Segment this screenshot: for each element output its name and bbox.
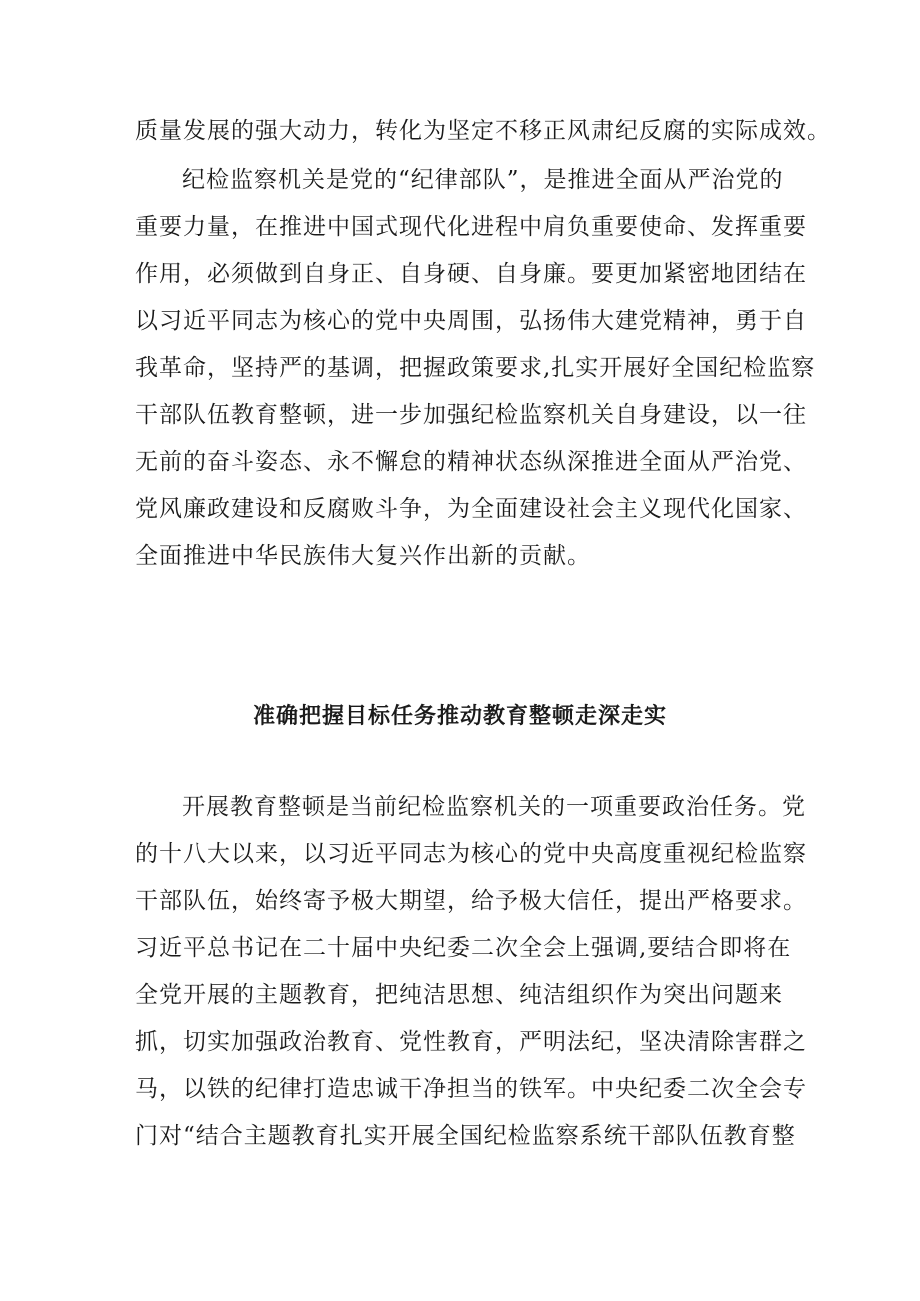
paragraph-line: 的十八大以来，以习近平同志为核心的党中央高度重视纪检监察: [135, 841, 807, 867]
paragraph-line: 干部队伍，始终寄予极大期望，给予极大信任，提出严格要求。: [135, 888, 807, 914]
paragraph-line: 质量发展的强大动力，转化为坚定不移正风肃纪反腐的实际成效。: [135, 118, 831, 144]
paragraph-line: 作用，必须做到自身正、自身硬、自身廉。要更加紧密地团结在: [135, 261, 807, 287]
paragraph-line: 党风廉政建设和反腐败斗争，为全面建设社会主义现代化国家、: [135, 496, 807, 522]
paragraph-line: 重要力量，在推进中国式现代化进程中肩负重要使命、发挥重要: [135, 214, 807, 240]
paragraph-line: 全面推进中华民族伟大复兴作出新的贡献。: [135, 543, 591, 569]
paragraph-line: 全党开展的主题教育，把纯洁思想、纯洁组织作为突出问题来: [135, 982, 783, 1008]
paragraph-line: 我革命，坚持严的基调，把握政策要求,扎实开展好全国纪检监察: [135, 355, 816, 381]
paragraph-line: 纪检监察机关是党的“纪律部队”，是推进全面从严治党的: [182, 167, 784, 193]
paragraph-line: 以习近平同志为核心的党中央周围，弘扬伟大建党精神，勇于自: [135, 308, 807, 334]
paragraph-line: 无前的奋斗姿态、永不懈怠的精神状态纵深推进全面从严治党、: [135, 449, 807, 475]
paragraph-line: 马，以铁的纪律打造忠诚干净担当的铁军。中央纪委二次全会专: [135, 1076, 807, 1102]
paragraph-line: 门对“结合主题教育扎实开展全国纪检监察系统干部队伍教育整: [135, 1123, 796, 1149]
paragraph-line: 开展教育整顿是当前纪检监察机关的一项重要政治任务。党: [182, 794, 806, 820]
section-heading: 准确把握目标任务推动教育整顿走深走实: [252, 704, 667, 729]
paragraph-line: 习近平总书记在二十届中央纪委二次全会上强调,要结合即将在: [135, 935, 792, 961]
paragraph-line: 抓，切实加强政治教育、党性教育，严明法纪，坚决清除害群之: [135, 1029, 807, 1055]
paragraph-line: 干部队伍教育整顿，进一步加强纪检监察机关自身建设，以一往: [135, 402, 807, 428]
